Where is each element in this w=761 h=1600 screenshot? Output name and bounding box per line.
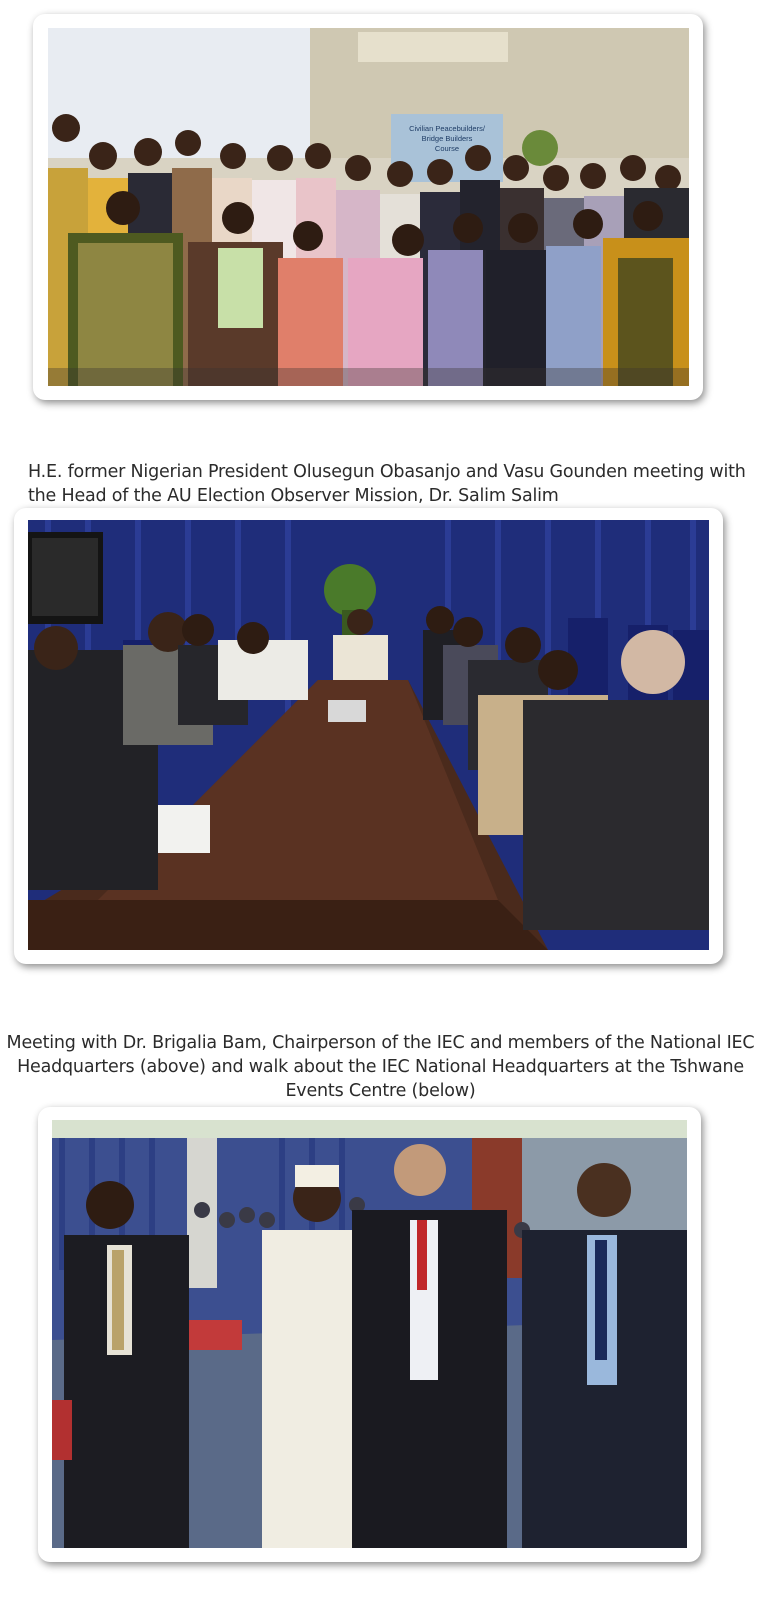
walkabout-photo	[52, 1120, 687, 1548]
photo-frame-walkabout	[38, 1107, 701, 1562]
group-photo	[48, 28, 689, 386]
svg-text:Bridge Builders: Bridge Builders	[421, 134, 473, 143]
caption-obasanjo-meeting: H.E. former Nigerian President Olusegun Obasanjo and Vasu Gounden meeting with the Head of the AU Election Observer Mission, Dr. Salim Salim	[28, 461, 746, 506]
meeting-photo	[28, 520, 709, 950]
caption-iec-meeting: Meeting with Dr. Brigalia Bam, Chairperson of the IEC and members of the National IEC Headquarters (above) and walk about the IEC National Headquarters at the Tshwane Events Centre (below)	[6, 1032, 755, 1101]
svg-text:Course: Course	[434, 144, 460, 153]
photo-frame-group	[33, 14, 703, 400]
photo-frame-meeting	[14, 508, 723, 964]
svg-text:Civilian Peacebuilders/: Civilian Peacebuilders/	[409, 124, 485, 133]
